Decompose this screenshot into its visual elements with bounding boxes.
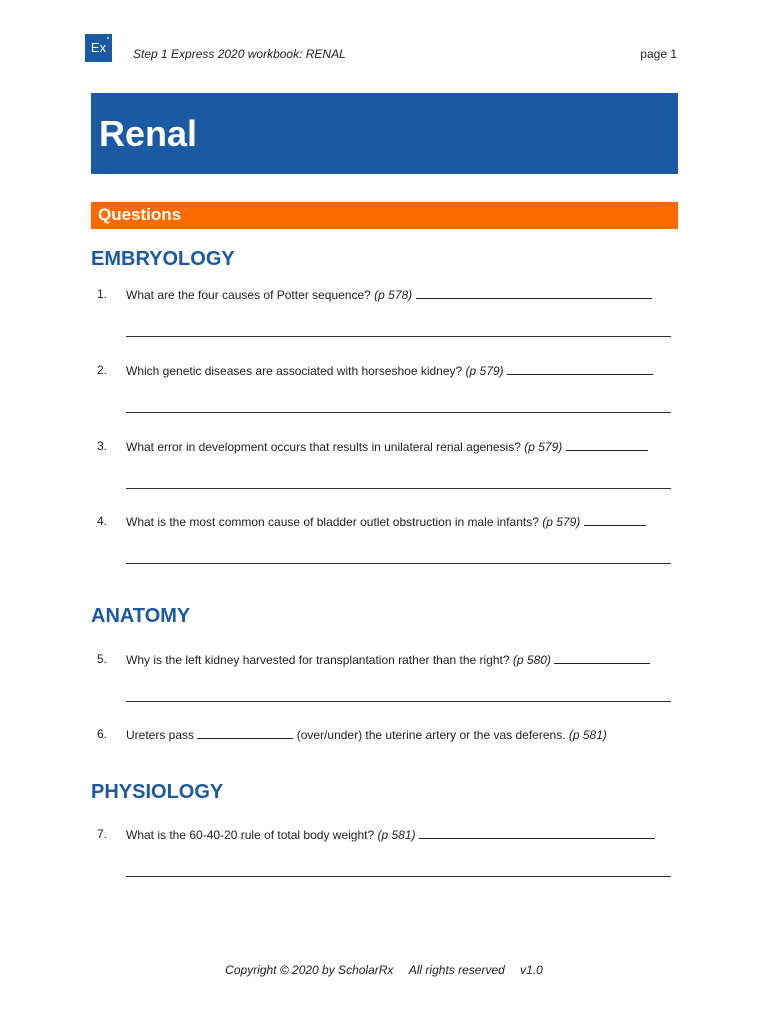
scholarrx-logo: [85, 34, 112, 62]
question-text: [126, 514, 646, 529]
page-reference: (p 578): [374, 288, 413, 302]
question-body: What is the most common cause of bladder outlet obstruction in male infants?: [126, 515, 539, 529]
section-heading-anatomy: ANATOMY: [91, 605, 191, 627]
footer-copyright: Copyright © 2020 by ScholarRx: [225, 963, 394, 977]
answer-line[interactable]: [126, 701, 671, 702]
section-heading-physiology: PHYSIOLOGY: [91, 781, 224, 803]
page-number: page 1: [640, 47, 677, 61]
answer-line[interactable]: [126, 336, 671, 337]
header-title: Step 1 Express 2020 workbook: RENAL: [133, 47, 346, 61]
question-number: 2.: [97, 363, 108, 377]
answer-line[interactable]: [126, 876, 671, 877]
answer-line[interactable]: [126, 412, 671, 413]
section-heading-embryology: EMBRYOLOGY: [91, 248, 235, 270]
page-reference: (p 580): [512, 653, 551, 667]
answer-blank[interactable]: [197, 727, 293, 739]
answer-line[interactable]: [126, 563, 671, 564]
answer-blank[interactable]: [554, 652, 650, 664]
question-number: 1.: [97, 287, 108, 301]
page-reference: (p 581): [568, 728, 607, 742]
question-text: [126, 727, 607, 742]
footer-version: v1.0: [520, 963, 543, 977]
logo-dot: [107, 37, 109, 39]
question-text: [126, 287, 652, 302]
question-number: 6.: [97, 727, 108, 741]
question-number: 3.: [97, 439, 108, 453]
answer-blank[interactable]: [416, 287, 652, 299]
page-reference: (p 579): [465, 364, 504, 378]
page-title: Renal: [99, 113, 198, 154]
question-body: What are the four causes of Potter sequence?: [126, 288, 371, 302]
logo-text: Ex: [90, 40, 107, 55]
page-reference: (p 581): [377, 828, 416, 842]
question-body-before: Ureters pass: [126, 728, 195, 742]
answer-blank[interactable]: [566, 439, 648, 451]
answer-blank[interactable]: [584, 514, 646, 526]
question-body: What is the 60-40-20 rule of total body weight?: [126, 828, 375, 842]
footer: [0, 963, 768, 977]
question-body: What error in development occurs that results in unilateral renal agenesis?: [126, 440, 521, 454]
question-number: 7.: [97, 827, 108, 841]
question-text: [126, 652, 650, 667]
question-body-after: (over/under) the uterine artery or the vas deferens.: [296, 728, 566, 742]
answer-blank[interactable]: [419, 827, 655, 839]
question-number: 5.: [97, 652, 108, 666]
question-body: Which genetic diseases are associated with horseshoe kidney?: [126, 364, 463, 378]
questions-bar: [91, 202, 678, 229]
answer-blank[interactable]: [507, 363, 653, 375]
questions-label: Questions: [98, 205, 182, 224]
title-banner: [91, 93, 678, 174]
footer-rights: All rights reserved: [408, 963, 505, 977]
question-number: 4.: [97, 514, 108, 528]
question-body: Why is the left kidney harvested for transplantation rather than the right?: [126, 653, 510, 667]
question-text: [126, 827, 655, 842]
page-reference: (p 579): [524, 440, 563, 454]
answer-line[interactable]: [126, 488, 671, 489]
page-reference: (p 579): [542, 515, 581, 529]
question-text: [126, 363, 653, 378]
question-text: [126, 439, 648, 454]
